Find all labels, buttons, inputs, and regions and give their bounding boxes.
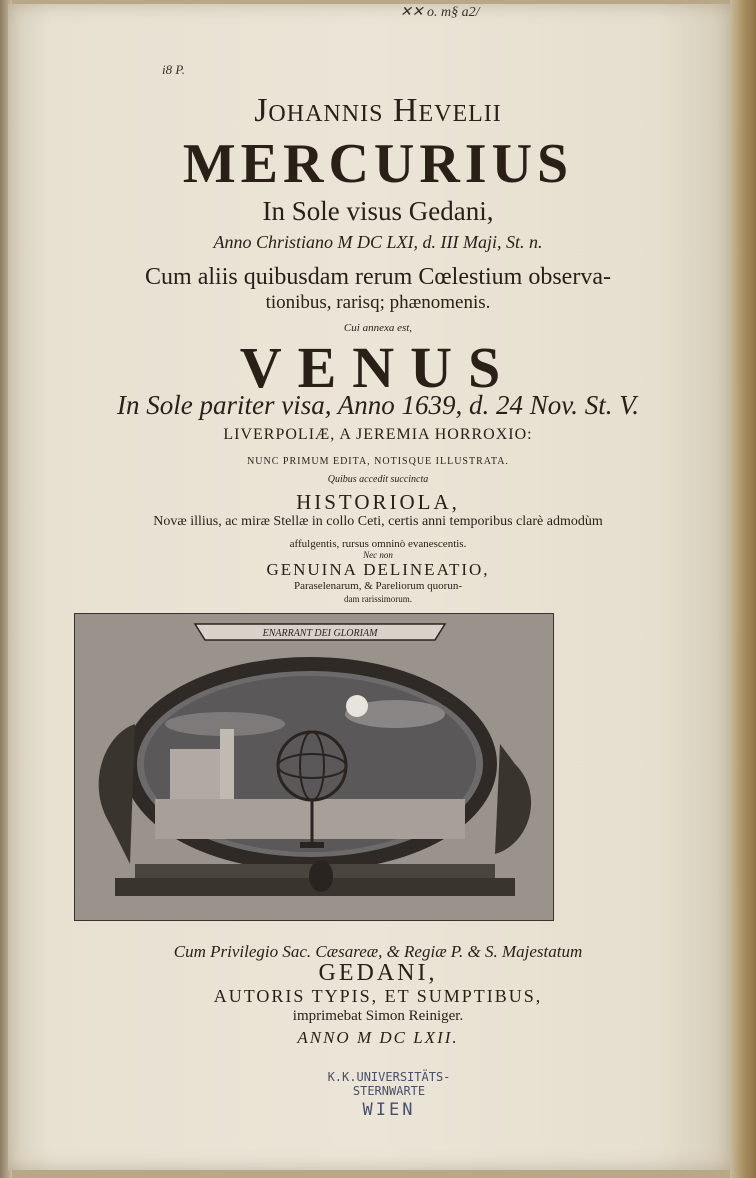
imprimebat-line: imprimebat Simon Reiniger. xyxy=(292,1008,464,1024)
venus-title: VENUS xyxy=(239,335,517,400)
quibus-line: Quibus accedit succincta xyxy=(327,474,429,485)
stamp-line-1: K.K.UNIVERSITÄTS-STERNWARTE xyxy=(327,1070,451,1098)
engraving-svg xyxy=(75,614,553,920)
author-name: Johannis Hevelii xyxy=(254,92,502,129)
anno-line: ANNO M DC LXII. xyxy=(297,1028,459,1047)
rarissimorum-line: dam rarissimorum. xyxy=(344,594,412,604)
main-title: MERCURIUS xyxy=(182,133,574,195)
venus-subtitle: In Sole pariter visa, Anno 1639, d. 24 Nov. St. V. xyxy=(117,390,639,420)
manuscript-note-top: ✕✕ o. m§ a2/ xyxy=(400,5,480,20)
moon-icon xyxy=(346,695,368,717)
observations-line-2: tionibus, rarisq; phænomenis. xyxy=(265,292,491,313)
banner-text: ENARRANT DEI GLORIAM xyxy=(262,628,378,639)
library-stamp xyxy=(296,1070,482,1120)
stamp-line-2: WIEN xyxy=(362,1100,416,1120)
subtitle: In Sole visus Gedani, xyxy=(262,196,494,226)
autoris-line: AUTORIS TYPIS, ET SUMPTIBUS, xyxy=(213,986,543,1006)
owl-icon xyxy=(309,860,333,892)
affulgentis-line: affulgentis, rursus omninò evanescentis. xyxy=(289,538,467,550)
engraving-illustration xyxy=(74,613,554,921)
novae-line: Novæ illius, ac miræ Stellæ in collo Ceti, certis anni temporibus clarè admodùm xyxy=(153,514,603,529)
nunc-line: NUNC PRIMUM EDITA, NOTISQUE ILLUSTRATA. xyxy=(247,456,509,467)
paraselenarum-line: Paraselenarum, & Pareliorum quorun- xyxy=(293,580,462,592)
historiola-title: HISTORIOLA, xyxy=(296,490,460,514)
liverpool-line: LIVERPOLIÆ, A JEREMIA HORROXIO: xyxy=(223,426,533,443)
manuscript-note-left: i8 P. xyxy=(162,62,185,77)
date-line: Anno Christiano M DC LXI, d. III Maji, St. n. xyxy=(213,232,543,252)
genuina-title: GENUINA DELINEATIO, xyxy=(266,560,490,579)
gedani-line: GEDANI, xyxy=(318,960,438,986)
observations-line-1: Cum aliis quibusdam rerum Cœlestium observa- xyxy=(145,264,611,290)
privilegio-line: Cum Privilegio Sac. Cæsareæ, & Regiæ P. & S. Majestatum xyxy=(173,942,583,961)
nec-non-line: Nec non xyxy=(363,550,393,560)
annexa-line: Cui annexa est, xyxy=(343,322,413,334)
